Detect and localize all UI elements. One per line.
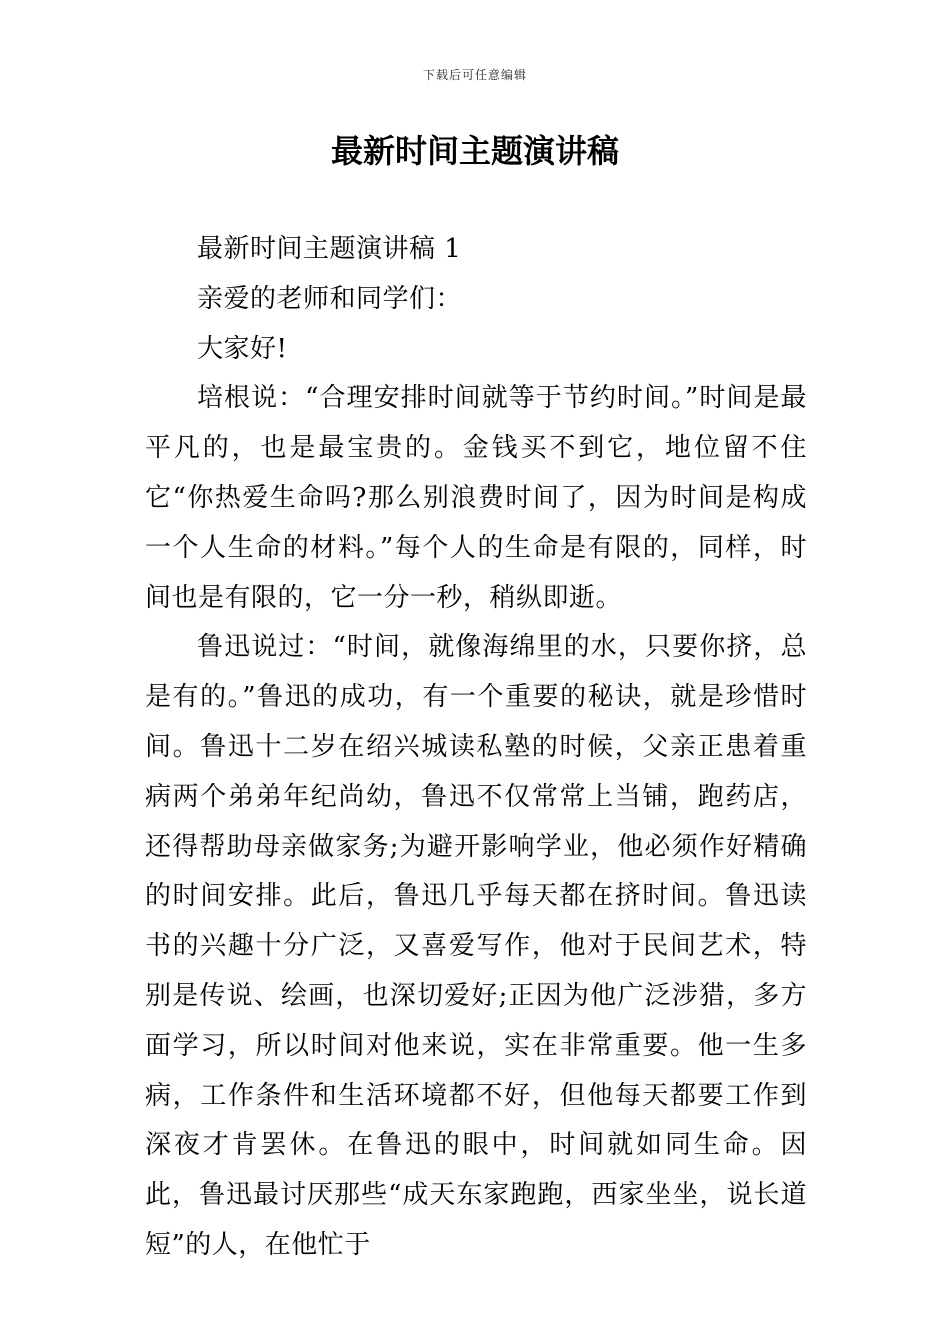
paragraph-luxun-story: 鲁迅说过：“时间，就像海绵里的水，只要你挤，总是有的。”鲁迅的成功，有一个重要的秘诀，就是珍惜时间。鲁迅十二岁在绍兴城读私塾的时候，父亲正患着重病两个弟弟年纪尚幼，鲁迅不仅常常上当铺，跑药店，还得帮助母亲做家务;为避开影响学业，他必须作好精确的时间安排。此后，鲁迅几乎每天都在挤时间。鲁迅读书的兴趣十分广泛，又喜爱写作，他对于民间艺术，特别是传说、绘画，也深切爱好;正因为他广泛涉猎，多方面学习，所以时间对他来说，实在非常重要。他一生多病，工作条件和生活环境都不好，但他每天都要工作到深夜才肯罢休。在鲁迅的眼中，时间就如同生命。因此，鲁迅最讨厌那些“成天东家跑跑，西家坐坐，说长道短”的人，在他忙于	[145, 632, 807, 1260]
paragraph-greeting: 大家好!	[197, 333, 288, 364]
paragraph-bacon-quote: 培根说：“合理安排时间就等于节约时间。”时间是最平凡的，也是最宝贵的。金钱买不到它，地位留不住它“你热爱生命吗?那么别浪费时间了，因为时间是构成一个人生命的材料。”每个人的生命是有限的，同样，时间也是有限的，它一分一秒，稍纵即逝。	[145, 383, 807, 613]
header-note: 下载后可任意编辑	[422, 68, 527, 82]
document-title: 最新时间主题演讲稿	[330, 132, 619, 170]
document-body	[145, 225, 807, 1271]
paragraph-salutation: 亲爱的老师和同学们：	[197, 283, 463, 314]
paragraph-subtitle: 最新时间主题演讲稿 1	[197, 234, 462, 264]
